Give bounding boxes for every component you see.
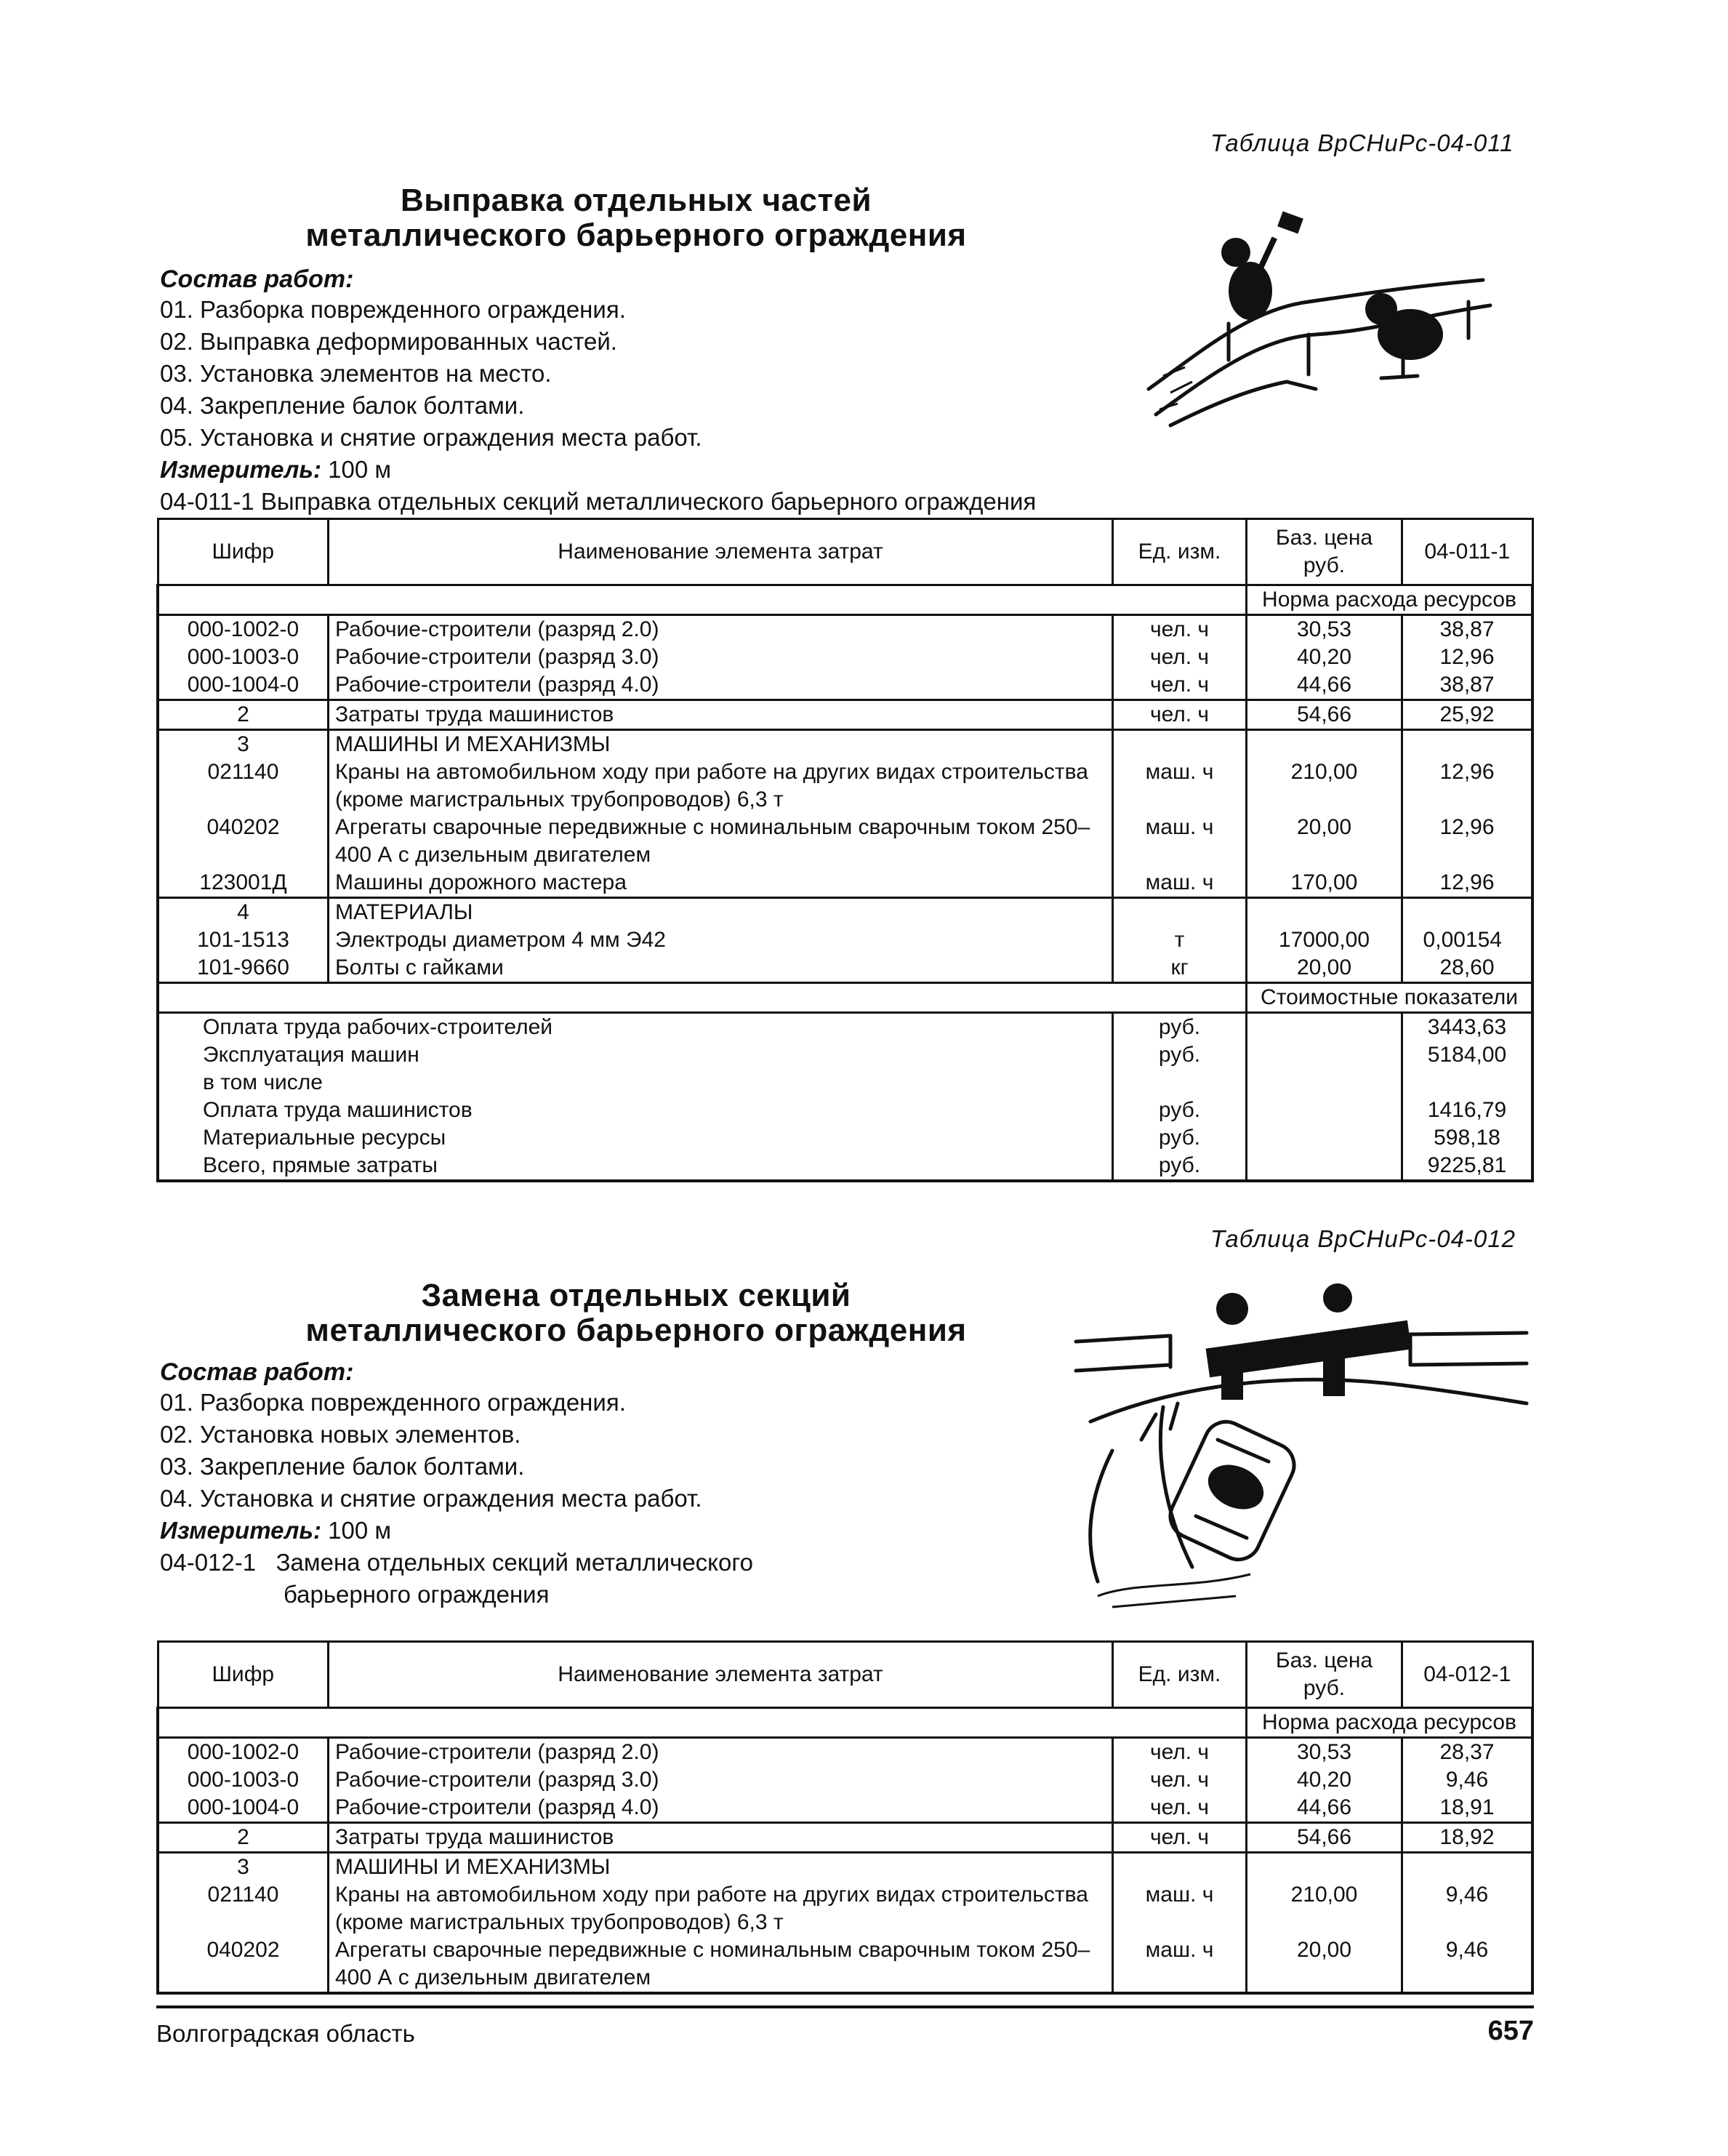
norm-band: Норма расхода ресурсов — [1247, 585, 1533, 615]
header-price: Баз. цена руб. — [1247, 1642, 1402, 1708]
item-line — [160, 1547, 753, 1579]
work-item: 01. Разборка поврежденного ограждения. — [160, 1389, 626, 1416]
section-title-1-line2: металлического барьерного ограждения — [305, 217, 967, 253]
works-block-2 — [160, 1358, 753, 1611]
item-name: Замена отдельных секций металлического — [276, 1549, 753, 1576]
section-title-2-line2: металлического барьерного ограждения — [305, 1313, 967, 1348]
section-title-2-line1: Замена отдельных секций — [421, 1278, 851, 1313]
header-item-code: 04-012-1 — [1402, 1642, 1533, 1708]
table-row: 2 Затраты труда машинистов чел. ч 54,66 18,92 — [158, 1823, 1532, 1853]
header-code: Шифр — [158, 1642, 329, 1708]
section-title-1 — [156, 183, 1116, 253]
meter-line — [160, 454, 1036, 486]
header-name: Наименование элемента затрат — [329, 519, 1113, 585]
work-item: 03. Установка элементов на место. — [160, 360, 552, 387]
header-unit: Ед. изм. — [1113, 519, 1247, 585]
table-row: 101-1513 Электроды диаметром 4 мм Э42 т 17000,00 0,00154 — [158, 926, 1532, 954]
work-item: 03. Закрепление балок болтами. — [160, 1453, 525, 1480]
table-ref-2: Таблица ВрСНиРс-04-012 — [1210, 1225, 1516, 1252]
header-name: Наименование элемента затрат — [329, 1642, 1113, 1708]
works-heading: Состав работ: — [160, 1358, 354, 1386]
summary-row: в том числе — [158, 1069, 1532, 1097]
table-row: 040202 Агрегаты сварочные передвижные с номинальным сварочным током 250–400 А с дизельным двигателем маш. ч 20,00 12,96 — [158, 814, 1532, 869]
work-item: 04. Закрепление балок болтами. — [160, 392, 525, 419]
meter-line — [160, 1515, 753, 1547]
works-block-1 — [160, 265, 1036, 518]
section-title-2 — [156, 1278, 1116, 1348]
cost-band: Стоимостные показатели — [1247, 983, 1533, 1013]
table-row: 000-1002-0 Рабочие-строители (разряд 2.0) чел. ч 30,53 38,87 — [158, 615, 1532, 644]
table-row: 123001Д Машины дорожного мастера маш. ч 170,00 12,96 — [158, 869, 1532, 898]
illustration-barrier-repair — [1141, 207, 1519, 440]
table-row: 101-9660 Болты с гайками кг 20,00 28,60 — [158, 954, 1532, 983]
work-item: 01. Разборка поврежденного ограждения. — [160, 296, 626, 323]
cost-table-1 — [156, 518, 1534, 1182]
item-code: 04-011-1 — [160, 488, 254, 515]
table-row: 4 МАТЕРИАЛЫ — [158, 898, 1532, 927]
meter-label: Измеритель: — [160, 456, 321, 483]
summary-row: Оплата труда рабочих-строителей руб. 3443,63 — [158, 1013, 1532, 1042]
table-row: 021140 Краны на автомобильном ходу при работе на других видах строительства (кроме магистральных трубопроводов) 6,3 т маш. ч 210,00 9,46 — [158, 1881, 1532, 1936]
work-item: 05. Установка и снятие ограждения места работ. — [160, 424, 702, 451]
header-item-code: 04-011-1 — [1402, 519, 1533, 585]
meter-value: 100 м — [328, 456, 392, 483]
table-row: 000-1003-0 Рабочие-строители (разряд 3.0) чел. ч 40,20 9,46 — [158, 1766, 1532, 1794]
table-row: 3 МАШИНЫ И МЕХАНИЗМЫ — [158, 1853, 1532, 1882]
norm-band: Норма расхода ресурсов — [1247, 1708, 1533, 1738]
item-code: 04-012-1 — [160, 1549, 257, 1576]
illustration-section-replacement — [1069, 1276, 1534, 1611]
summary-row: Оплата труда машинистов руб. 1416,79 — [158, 1097, 1532, 1124]
table-row: 000-1004-0 Рабочие-строители (разряд 4.0) чел. ч 44,66 18,91 — [158, 1794, 1532, 1823]
header-unit: Ед. изм. — [1113, 1642, 1247, 1708]
table-row: 2 Затраты труда машинистов чел. ч 54,66 25,92 — [158, 700, 1532, 730]
work-item: 04. Установка и снятие ограждения места работ. — [160, 1485, 702, 1512]
header-code: Шифр — [158, 519, 329, 585]
work-item: 02. Установка новых элементов. — [160, 1421, 521, 1448]
item-name-cont: барьерного ограждения — [284, 1581, 550, 1608]
item-name: Выправка отдельных секций металлического барьерного ограждения — [260, 488, 1037, 515]
table-row: 000-1002-0 Рабочие-строители (разряд 2.0) чел. ч 30,53 28,37 — [158, 1738, 1532, 1767]
summary-row: Эксплуатация машин руб. 5184,00 — [158, 1041, 1532, 1069]
table-row: 000-1004-0 Рабочие-строители (разряд 4.0) чел. ч 44,66 38,87 — [158, 671, 1532, 700]
table-row: 040202 Агрегаты сварочные передвижные с номинальным сварочным током 250–400 А с дизельным двигателем маш. ч 20,00 9,46 — [158, 1936, 1532, 1993]
header-price: Баз. цена руб. — [1247, 519, 1402, 585]
page-number: 657 — [1487, 2016, 1534, 2046]
table-row: 021140 Краны на автомобильном ходу при работе на других видах строительства (кроме магистральных трубопроводов) 6,3 т маш. ч 210,00 12,96 — [158, 758, 1532, 814]
cost-table-2 — [156, 1640, 1534, 1995]
section-title-1-line1: Выправка отдельных частей — [400, 183, 872, 218]
summary-row: Материальные ресурсы руб. 598,18 — [158, 1124, 1532, 1152]
work-item: 02. Выправка деформированных частей. — [160, 328, 617, 355]
summary-row: Всего, прямые затраты руб. 9225,81 — [158, 1152, 1532, 1181]
item-line — [160, 486, 1036, 518]
meter-value: 100 м — [328, 1517, 392, 1544]
table-row: 3 МАШИНЫ И МЕХАНИЗМЫ — [158, 730, 1532, 759]
table-ref-1: Таблица ВрСНиРс-04-011 — [1210, 129, 1514, 156]
meter-label: Измеритель: — [160, 1517, 321, 1544]
works-heading: Состав работ: — [160, 265, 354, 293]
footer-divider — [156, 2005, 1534, 2008]
table-row: 000-1003-0 Рабочие-строители (разряд 3.0) чел. ч 40,20 12,96 — [158, 644, 1532, 671]
footer-region: Волгоградская область — [156, 2020, 415, 2047]
